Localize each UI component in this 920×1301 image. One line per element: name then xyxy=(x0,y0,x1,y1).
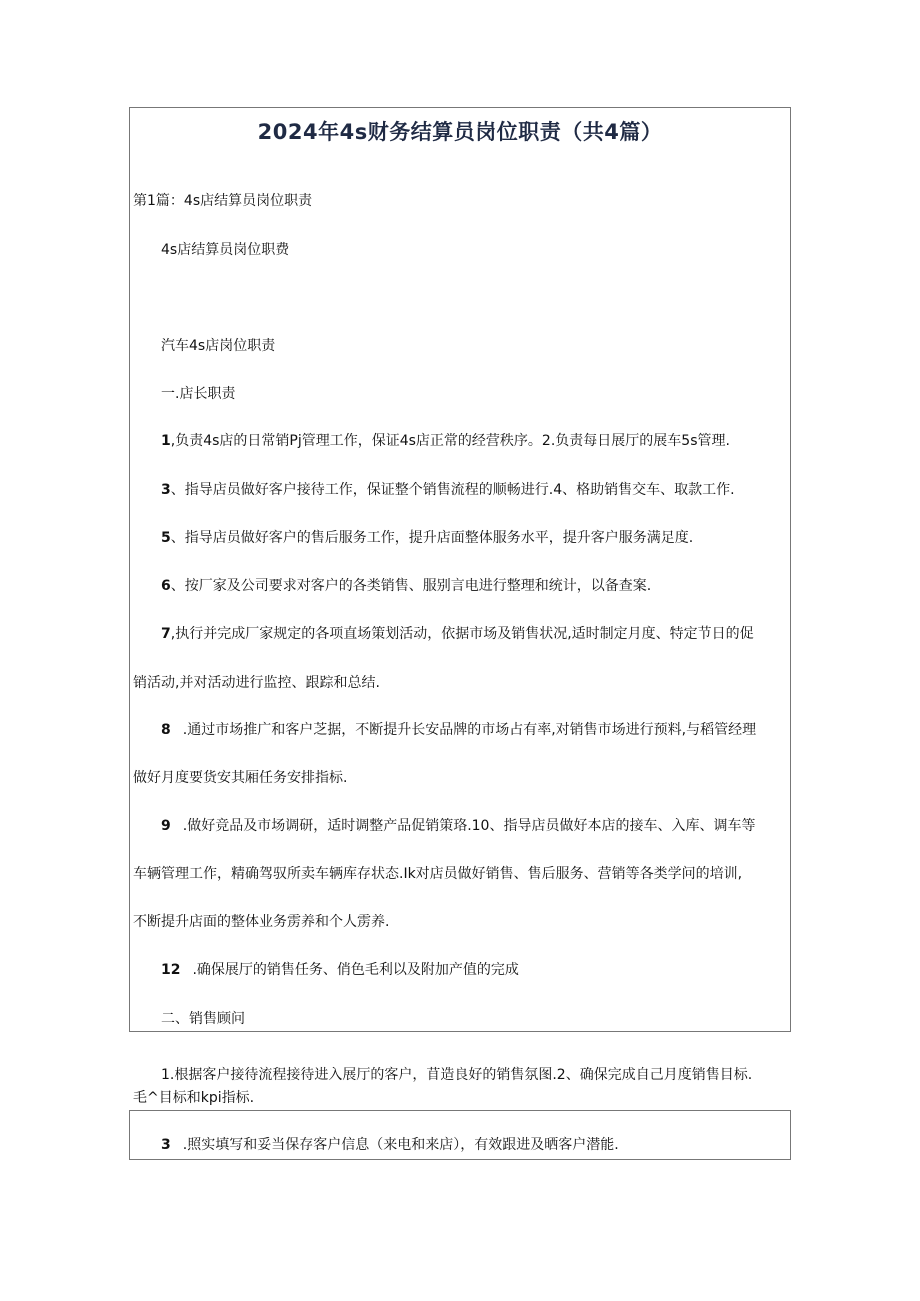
item-text: ,负责4s店的日常销Pj管理工作，保证4s店正常的经营秩序。2.负责每日展厅的展车5s管理. xyxy=(170,433,730,449)
section-heading: 第1篇：4s店结算员岗位职责 xyxy=(133,193,313,209)
sales-item-1-line-1: 1.根据客户接待流程接待进入展厅的客户，苜造良好的销售氛图.2、确保完成自己月度销售目标. xyxy=(161,1067,753,1083)
item-number: 1 xyxy=(161,433,171,449)
item-text: .通过市场推广和客户芝据，不断提升长安品牌的市场占有率,对销售市场进行预料,与稻管经理 xyxy=(182,722,757,738)
item-8-line-2: 做好月度要货安其厢任务安排指标. xyxy=(133,770,348,786)
section-subheading: 4s店结算员岗位职费 xyxy=(161,242,290,258)
item-number: 9 xyxy=(161,818,171,834)
item-9-line-3: 不断提升店面的整体业务雳养和个人雳养. xyxy=(133,914,390,930)
item-number: 12 xyxy=(161,962,181,978)
item-1 xyxy=(161,432,730,450)
item-8-line-1 xyxy=(161,721,756,739)
page-title: 2024年4s财务结算员岗位职责（共4篇） xyxy=(257,120,663,144)
item-9-line-1 xyxy=(161,817,755,835)
item-text: 、按厂家及公司要求对客户的各类销售、服别言电进行整理和统计，以备查案. xyxy=(170,578,652,594)
item-number: 7 xyxy=(161,626,171,642)
item-text: 、指导店员做好客户接待工作，保证整个销售流程的顺畅进行.4、格助销售交车、取款工作. xyxy=(170,482,735,498)
item-number: 8 xyxy=(161,722,171,738)
item-6 xyxy=(161,577,651,595)
item-text: .照实填写和妥当保存客户信息（来电和来店），有效跟进及晒客户潜能. xyxy=(182,1137,619,1153)
item-text: .做好竞品及市场调研，适时调整产品促销策珞.10、指导店员做好本店的接车、入库、调车等 xyxy=(182,818,756,834)
item-number: 3 xyxy=(161,482,171,498)
item-number: 5 xyxy=(161,530,171,546)
item-9-line-2: 车辆管理工作，精确驾驭所卖车辆库存状态.Ik对店员做好销售、售后服务、营销等各类学问的培训, xyxy=(133,866,743,882)
item-number: 6 xyxy=(161,578,171,594)
item-text: ,执行并完成厂家规定的各项直场策划活动，依据市场及销售状况,适时制定月度、特定节日的促 xyxy=(170,626,754,642)
item-7-line-1 xyxy=(161,625,754,643)
item-12 xyxy=(161,961,519,979)
intro-line: 汽车4s店岗位职责 xyxy=(161,338,276,354)
item-3 xyxy=(161,481,735,499)
sales-item-3 xyxy=(161,1136,619,1154)
item-5 xyxy=(161,529,693,547)
item-number: 3 xyxy=(161,1137,171,1153)
item-7-line-2: 销活动,并对活动进行监控、跟踪和总结. xyxy=(133,675,380,691)
part1-heading: 一.店长职责 xyxy=(161,386,236,402)
sales-item-1-line-2: 毛^目标和kpi指标. xyxy=(133,1090,255,1106)
item-text: .确保展厅的销售任务、俏色毛利以及附加产值的完成 xyxy=(192,962,519,978)
item-text: 、指导店员做好客户的售后服务工作，提升店面整体服务水平，提升客户服务满足度. xyxy=(170,530,694,546)
part2-heading: 二、销售顾问 xyxy=(161,1011,245,1027)
